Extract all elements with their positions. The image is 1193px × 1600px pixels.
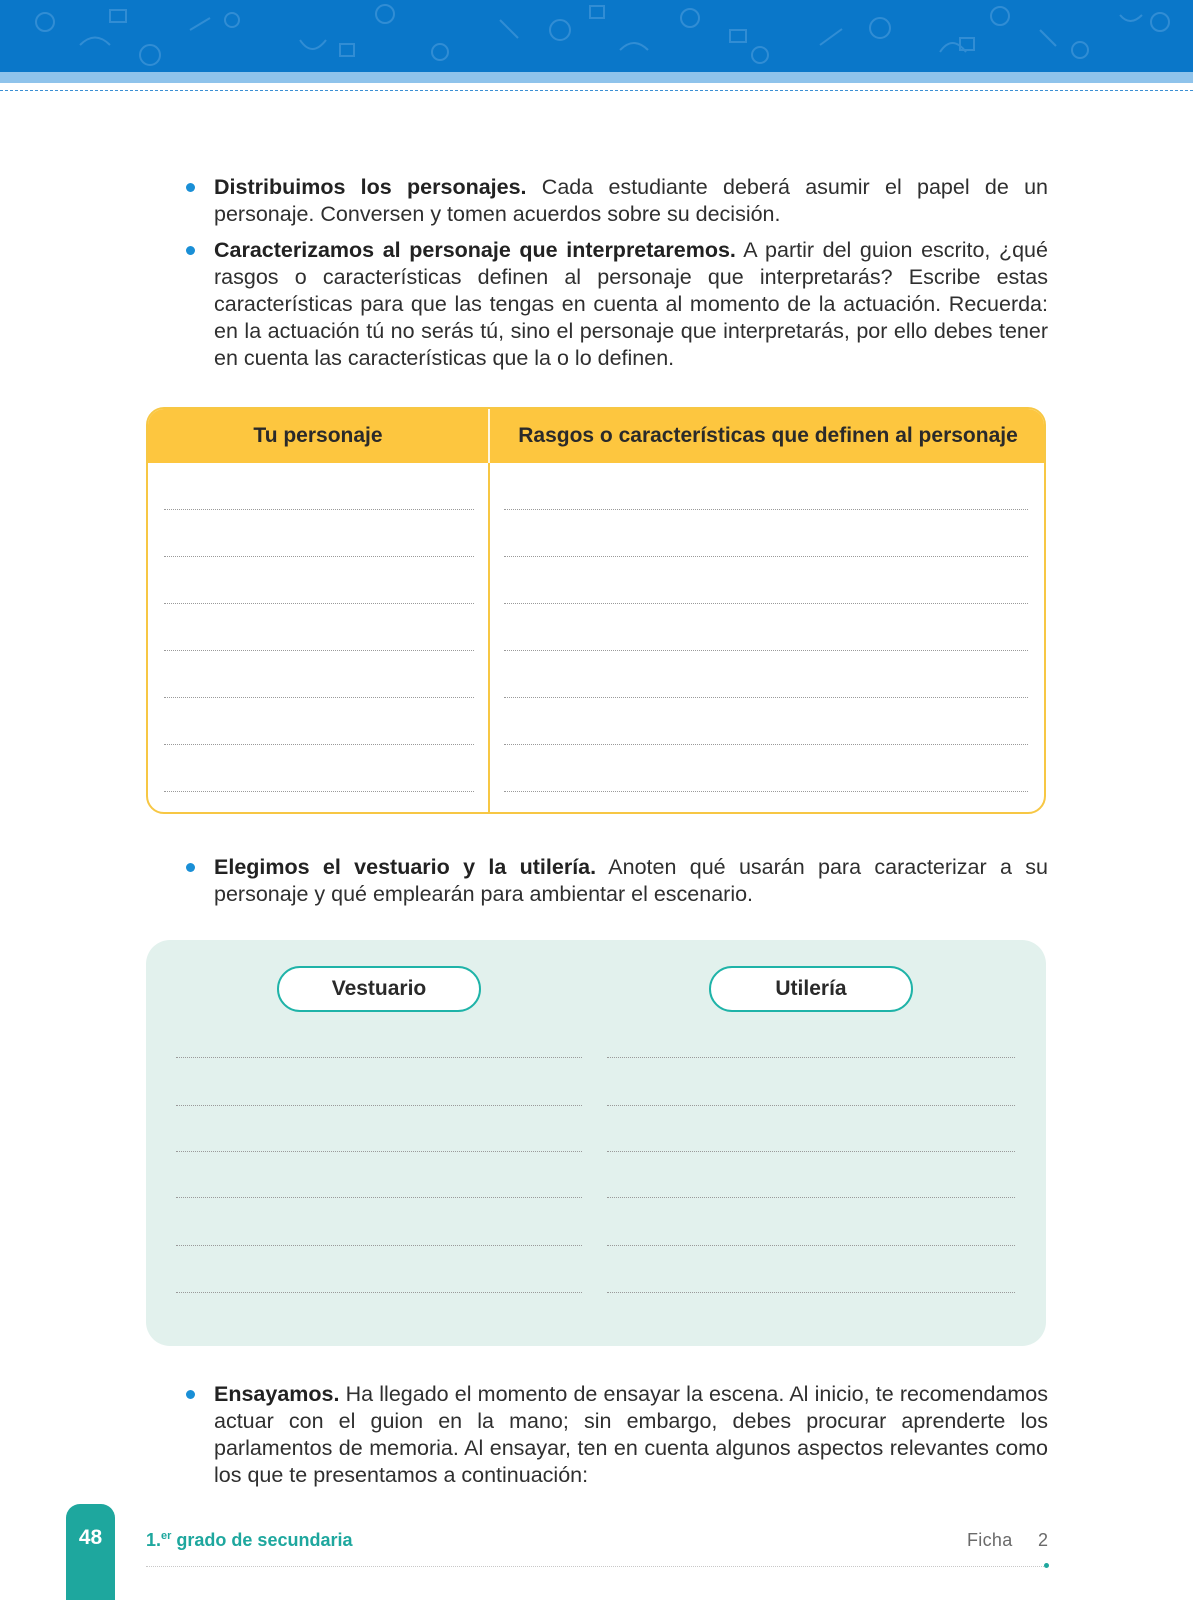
answer-line-rasgos-2[interactable] — [504, 556, 1028, 557]
character-table — [146, 407, 1046, 814]
answer-line-personaje-6[interactable] — [164, 744, 474, 745]
answer-line-personaje-1[interactable] — [164, 509, 474, 510]
answer-line-rasgos-7[interactable] — [504, 791, 1028, 792]
answer-line-utileria-1[interactable] — [607, 1057, 1015, 1058]
grade-label — [146, 1530, 352, 1551]
answer-line-personaje-7[interactable] — [164, 791, 474, 792]
bullet-distribuimos — [214, 174, 1048, 228]
answer-line-vestuario-3[interactable] — [176, 1151, 582, 1152]
answer-line-vestuario-1[interactable] — [176, 1057, 582, 1058]
header-strip — [0, 72, 1193, 83]
answer-line-rasgos-1[interactable] — [504, 509, 1028, 510]
bullet-text: Ha llegado el momento de ensayar la escena. Al inicio, te recomendamos actuar con el guion en la mano; sin embargo, debes procurar aprenderte los parlamentos de memoria. Al ensayar, ten en cuenta algunos aspectos relevantes como los que te presentamos a continuación: — [214, 1382, 1048, 1487]
bullet-ensayamos — [214, 1381, 1048, 1489]
ficha-label: Ficha — [967, 1530, 1013, 1550]
grade-text: grado de secundaria — [171, 1530, 353, 1550]
bullet-dot-icon — [186, 863, 195, 872]
answer-line-vestuario-2[interactable] — [176, 1105, 582, 1106]
answer-line-vestuario-5[interactable] — [176, 1245, 582, 1246]
answer-line-personaje-5[interactable] — [164, 697, 474, 698]
bullet-heading: Ensayamos. — [214, 1382, 340, 1406]
bullet-dot-icon — [186, 183, 195, 192]
bullet-text: A partir del guion escrito, ¿qué rasgos o características definen al personaje que interpretarás? Escribe estas características para que las tengas en cuenta al momento de la actuación. Recuerda: en la actuación tú no serás tú, sino el personaje que interpretarás, por ello debes tener en cuenta las características que la o lo definen. — [214, 238, 1048, 370]
answer-line-rasgos-3[interactable] — [504, 603, 1028, 604]
bullet-caracterizamos — [214, 237, 1048, 372]
bullet-dot-icon — [186, 1390, 195, 1399]
column-header-personaje: Tu personaje — [253, 424, 383, 447]
grade-prefix: 1. — [146, 1530, 162, 1550]
column-header-rasgos: Rasgos o características que definen al personaje — [518, 424, 1018, 447]
utileria-label: Utilería — [709, 966, 913, 1012]
bullet-text: Anoten qué usarán para caracterizar a su personaje y qué emplearán para ambientar el escenario. — [214, 855, 1048, 906]
footer-rule — [146, 1566, 1046, 1567]
answer-line-utileria-4[interactable] — [607, 1197, 1015, 1198]
answer-line-utileria-6[interactable] — [607, 1292, 1015, 1293]
grade-superscript: er — [161, 1530, 172, 1542]
page-number: 48 — [78, 1526, 103, 1549]
bullet-heading: Caracterizamos al personaje que interpretaremos. — [214, 238, 736, 262]
bullet-text: Cada estudiante deberá asumir el papel de un personaje. Conversen y tomen acuerdos sobre su decisión. — [214, 175, 1048, 226]
footer-dot-icon — [1044, 1563, 1049, 1568]
ficha-number: 2 — [1038, 1530, 1049, 1550]
header-dashed-rule — [0, 90, 1193, 91]
answer-line-rasgos-6[interactable] — [504, 744, 1028, 745]
header-band — [0, 0, 1193, 72]
answer-line-vestuario-4[interactable] — [176, 1197, 582, 1198]
answer-line-rasgos-5[interactable] — [504, 697, 1028, 698]
bullet-vestuario — [214, 854, 1048, 908]
page-number-tab — [66, 1504, 115, 1600]
answer-line-vestuario-6[interactable] — [176, 1292, 582, 1293]
answer-line-utileria-3[interactable] — [607, 1151, 1015, 1152]
answer-line-utileria-2[interactable] — [607, 1105, 1015, 1106]
answer-line-personaje-3[interactable] — [164, 603, 474, 604]
doodle-pattern-icon — [0, 0, 1193, 72]
answer-line-personaje-4[interactable] — [164, 650, 474, 651]
bullet-dot-icon — [186, 246, 195, 255]
answer-line-personaje-2[interactable] — [164, 556, 474, 557]
bullet-heading: Elegimos el vestuario y la utilería. — [214, 855, 597, 879]
costume-props-box — [146, 940, 1046, 1346]
bullet-heading: Distribuimos los personajes. — [214, 175, 527, 199]
vestuario-label: Vestuario — [277, 966, 481, 1012]
answer-line-rasgos-4[interactable] — [504, 650, 1028, 651]
column-divider — [488, 409, 490, 812]
answer-line-utileria-5[interactable] — [607, 1245, 1015, 1246]
